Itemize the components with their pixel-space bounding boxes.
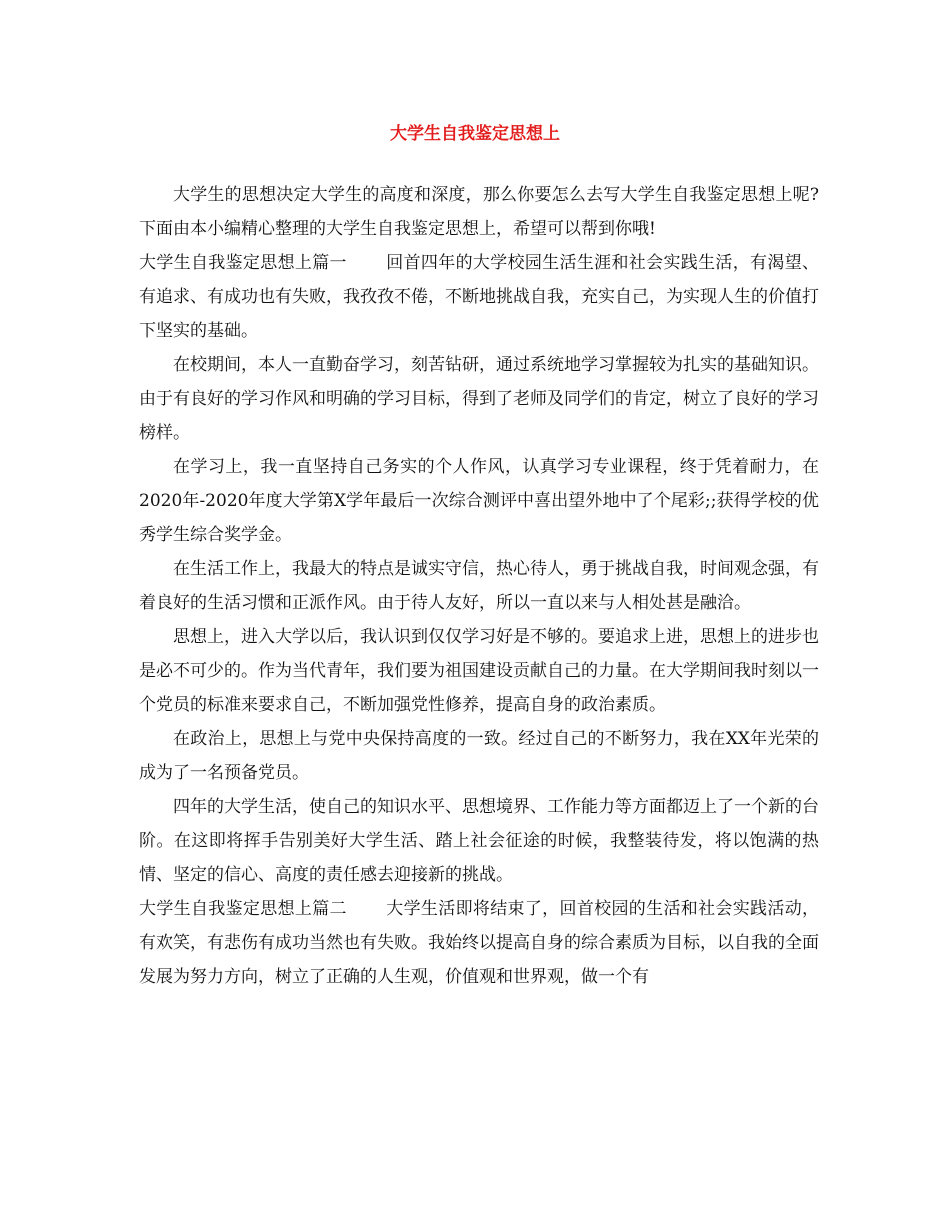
section-1-lead-paragraph <box>139 246 819 348</box>
section-heading: 大学生自我鉴定思想上篇二 <box>139 899 347 919</box>
paragraph: 在政治上，思想上与党中央保持高度的一致。经过自己的不断努力，我在XX年光荣的成为了一名预备党员。 <box>139 729 819 783</box>
section-lead-text: 大学生活即将结束了，回首校园的生活和社会实践活动，有欢笑，有悲伤有成功当然也有失败。我始终以提高自身的综合素质为目标，以自我的全面发展为努力方向，树立了正确的人生观，价值观和世界观，做一个有 <box>139 899 820 987</box>
document-title: 大学生自我鉴定思想上 <box>390 124 560 144</box>
document-body <box>139 178 819 994</box>
paragraph: 在校期间，本人一直勤奋学习，刻苦钻研，通过系统地学习掌握较为扎实的基础知识。由于有良好的学习作风和明确的学习目标，得到了老师及同学们的肯定，树立了良好的学习榜样。 <box>139 355 819 443</box>
paragraph: 在生活工作上，我最大的特点是诚实守信，热心待人，勇于挑战自我，时间观念强，有着良好的生活习惯和正派作风。由于待人友好，所以一直以来与人相处甚是融洽。 <box>139 559 819 613</box>
section-lead-text: 回首四年的大学校园生活生涯和社会实践生活，有渴望、有追求、有成功也有失败，我孜孜不倦，不断地挑战自我，充实自己，为实现人生的价值打下坚实的基础。 <box>139 253 820 341</box>
paragraph: 四年的大学生活，使自己的知识水平、思想境界、工作能力等方面都迈上了一个新的台阶。在这即将挥手告别美好大学生活、踏上社会征途的时候，我整装待发，将以饱满的热情、坚定的信心、高度的责任感去迎接新的挑战。 <box>139 797 819 885</box>
section-heading: 大学生自我鉴定思想上篇一 <box>139 253 347 273</box>
intro-paragraph: 大学生的思想决定大学生的高度和深度，那么你要怎么去写大学生自我鉴定思想上呢?下面由本小编精心整理的大学生自我鉴定思想上，希望可以帮到你哦! <box>139 185 819 239</box>
paragraph: 思想上，进入大学以后，我认识到仅仅学习好是不够的。要追求上进，思想上的进步也是必不可少的。作为当代青年，我们要为祖国建设贡献自己的力量。在大学期间我时刻以一个党员的标准来要求自己，不断加强党性修养，提高自身的政治素质。 <box>139 627 819 715</box>
section-2-lead-paragraph <box>139 892 819 994</box>
paragraph: 在学习上，我一直坚持自己务实的个人作风，认真学习专业课程，终于凭着耐力，在2020年-2020年度大学第X学年最后一次综合测评中喜出望外地中了个尾彩;;获得学校的优秀学生综合奖学金。 <box>139 457 819 545</box>
